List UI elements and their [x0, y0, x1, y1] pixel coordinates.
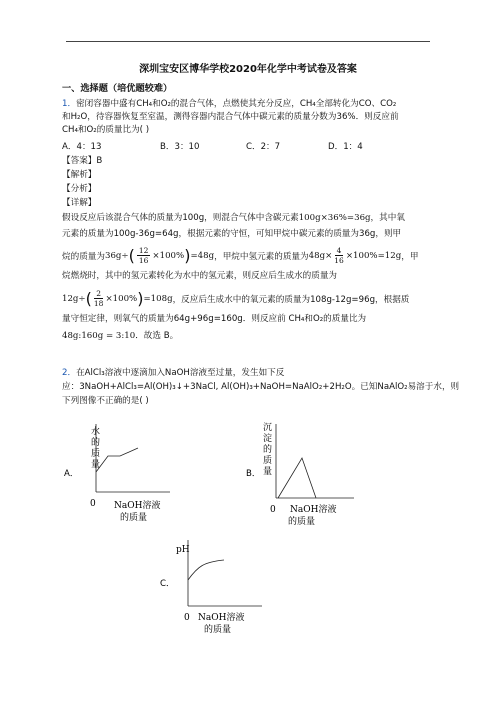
q1-stem-line2: 和H₂O，待容器恢复至室温，测得容器内混合气体中碳元素的质量分数为36%．则反应前 — [62, 112, 399, 122]
right-paren-2: ) — [137, 288, 144, 308]
graph-c-ylabel: pH — [176, 545, 190, 555]
q1-solution-line5 — [62, 289, 409, 308]
q1-option-d: D．1：4 — [328, 142, 363, 152]
graph-a-curve — [96, 448, 138, 472]
q2-stem-line1 — [62, 367, 284, 379]
graph-b-origin: 0 — [270, 505, 276, 515]
sol5-formula-c: =108g — [143, 293, 173, 304]
sol7-conclusion: ．故选 B。 — [135, 331, 179, 341]
graph-b-option-label: B． — [246, 469, 261, 479]
sol1-text-a: 假设反应后该混合气体的质量为100g，则混合气体中含碳元素 — [62, 213, 299, 223]
graph-b-svg — [244, 420, 374, 528]
sol1-text-c: ，其中氧 — [370, 213, 405, 223]
sol5-text-d: ，反应后生成水中的氧元素的质量为108g-12g=96g，根据质 — [172, 294, 410, 305]
q1-stem-line1 — [62, 98, 396, 110]
q1-stem-text1: 密闭容器中盛有CH₄和O₂的混合气体，点燃使其充分反应，CH₄全部转化为CO、CO₂ — [76, 99, 397, 109]
graph-a-ylabel-1: 水 — [91, 427, 101, 437]
sol3-fraction-1 — [137, 246, 151, 265]
section-heading: 一、选择题（培优题较难） — [62, 83, 173, 94]
graph-c-curve — [188, 560, 224, 580]
graph-b-ylabel-2: 淀 — [263, 434, 273, 444]
graph-a-option-label: A． — [64, 469, 79, 479]
sol1-formula: 100g×36%=36g — [298, 213, 371, 223]
q1-option-a: A．4：13 — [62, 142, 102, 152]
graph-b-ylabel-1: 沉 — [263, 423, 273, 433]
graph-a-xlabel-1: NaOH溶液 — [114, 501, 161, 511]
q1-number: 1． — [62, 99, 77, 109]
left-paren-2: ( — [85, 288, 92, 308]
q2-number: 2． — [62, 368, 77, 378]
frac3-denominator: 18 — [93, 299, 104, 308]
graph-b-ylabel-5: 量 — [263, 467, 273, 477]
page-title: 深圳宝安区博华学校2020年化学中考试卷及答案 — [139, 64, 357, 75]
graph-c — [152, 536, 282, 644]
graph-a — [62, 420, 192, 528]
graph-c-origin: 0 — [184, 613, 190, 623]
graph-a-ylabel-4: 量 — [91, 460, 101, 470]
q1-solution-line2: 元素的质量为100g-36g=64g，根据元素的守恒，可知甲烷中碳元素的质量为36g，则甲 — [62, 229, 402, 239]
q1-answer: 【答案】B — [62, 156, 103, 166]
left-paren: ( — [128, 245, 135, 265]
frac2-numerator: 4 — [336, 246, 342, 255]
q1-xiangjie: 【详解】 — [62, 198, 97, 208]
sol3-formula-b: ×100% — [152, 250, 185, 261]
sol7-ratio: 48g:160g = 3:10 — [62, 331, 136, 341]
sol5-fraction — [94, 289, 104, 308]
q1-solution-line7 — [62, 330, 178, 342]
graph-a-svg — [62, 420, 192, 528]
q1-option-c: C．2：7 — [246, 142, 281, 152]
graph-a-ylabel-2: 的 — [91, 438, 101, 448]
q1-stem-line3: CH₄和O₂的质量比为( ) — [62, 125, 150, 135]
graph-b-ylabel-4: 质 — [263, 456, 273, 466]
sol3-fraction-2 — [334, 246, 344, 265]
q2-stem-text1: 在AlCl₃溶液中逐滴加入NaOH溶液至过量，发生如下反 — [76, 368, 285, 378]
frac2-denominator: 16 — [334, 256, 344, 265]
header-rule — [66, 41, 430, 42]
frac1-numerator: 12 — [138, 246, 149, 255]
sol3-mid: ，甲烷中氢元素的质量为 — [214, 251, 309, 262]
graph-c-xlabel-1: NaOH溶液 — [198, 613, 245, 623]
sol3-end: ，甲 — [401, 251, 419, 262]
q1-solution-line4: 烷燃烧时，其中的氢元素转化为水中的氢元素，则反应后生成水的质量为 — [62, 271, 338, 281]
sol5-formula-a: 12g÷ — [62, 293, 86, 304]
graph-b-ylabel-3: 的 — [263, 445, 273, 455]
graph-b-curve — [278, 458, 316, 498]
sol3-formula-d: 48g× — [308, 250, 333, 261]
sol3-pre: 烷的质量为 — [62, 251, 105, 262]
graph-a-ylabel-3: 质 — [91, 449, 101, 459]
graph-b-xlabel-2: 的质量 — [288, 517, 316, 527]
q1-fenxi: 【分析】 — [62, 184, 97, 194]
q1-solution-line1 — [62, 212, 405, 224]
sol5-formula-b: ×100% — [105, 293, 138, 304]
q2-stem-line3: 下列图像不正确的是( ) — [62, 396, 149, 406]
q1-solution-line6: 量守恒定律，则氧气的质量为64g+96g=160g．则反应前 CH₄和O₂的质量比为 — [62, 314, 367, 324]
q1-option-b: B．3：10 — [160, 142, 200, 152]
q2-stem-line2: 应：3NaOH+AlCl₃=Al(OH)₃↓+3NaCl, Al(OH)₃+NaOH=NaAlO₂+2H₂O。已知NaAlO₂易溶于水，则 — [62, 382, 460, 392]
graph-c-svg — [152, 536, 282, 644]
right-paren: ) — [184, 245, 191, 265]
sol3-formula-e: ×100%=12g — [345, 250, 402, 261]
graph-a-xlabel-2: 的质量 — [120, 513, 148, 523]
frac3-numerator: 2 — [96, 289, 102, 298]
graph-b — [244, 420, 374, 528]
graph-c-option-label: C． — [160, 579, 175, 589]
graph-b-xlabel-1: NaOH溶液 — [290, 505, 337, 515]
q1-jiexi: 【解析】 — [62, 170, 97, 180]
sol3-formula-a: 36g÷ — [104, 250, 129, 261]
frac1-denominator: 16 — [138, 256, 149, 265]
graph-a-origin: 0 — [90, 499, 96, 509]
q1-solution-line3 — [62, 246, 418, 265]
graph-c-xlabel-2: 的质量 — [204, 625, 232, 635]
sol3-formula-c: =48g — [190, 250, 215, 261]
